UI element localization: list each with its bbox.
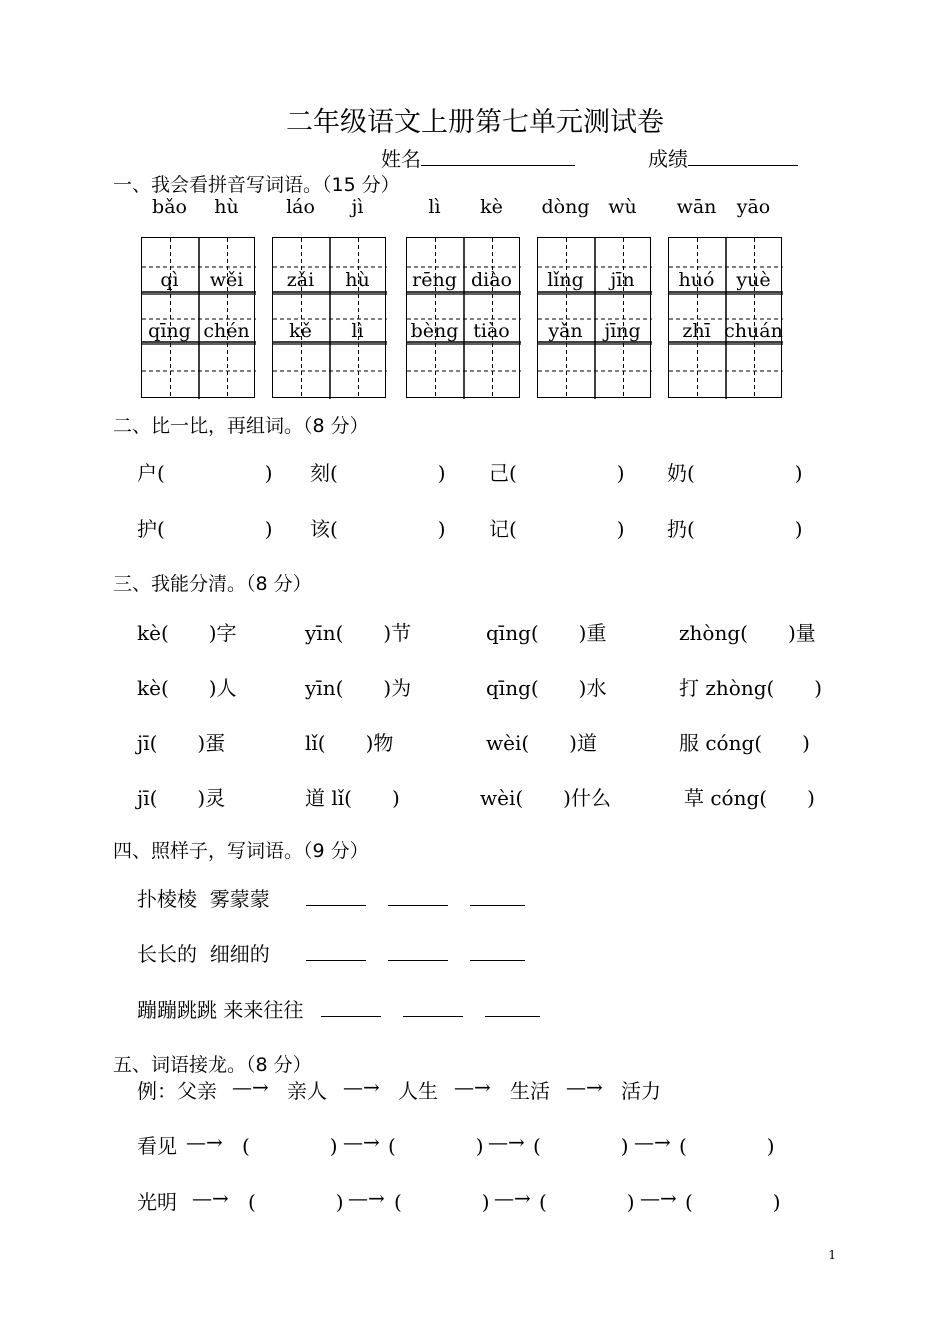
- example-word: 蹦蹦跳跳: [137, 998, 217, 1022]
- chain-blank[interactable]: ( ): [685, 1190, 781, 1214]
- pinyin-label: yuè: [736, 269, 771, 291]
- compare-item[interactable]: 扔( ): [667, 517, 803, 541]
- chain-blank[interactable]: ( ): [248, 1190, 344, 1214]
- arrow-icon: —→: [634, 1130, 671, 1154]
- chain-blank[interactable]: ( ): [533, 1134, 629, 1158]
- distinguish-item[interactable]: jī( )蛋: [137, 731, 226, 755]
- distinguish-item[interactable]: qīng( )重: [486, 621, 607, 645]
- distinguish-item[interactable]: zhòng( )量: [679, 621, 816, 645]
- compare-item[interactable]: 己( ): [489, 461, 625, 485]
- pinyin-label: qīng: [148, 320, 191, 342]
- chain-word: 看见: [137, 1134, 177, 1158]
- example-word: 长长的: [137, 942, 197, 966]
- arrow-icon: —→: [454, 1075, 491, 1099]
- chain-blank[interactable]: ( ): [242, 1134, 338, 1158]
- compare-item[interactable]: 该( ): [310, 517, 446, 541]
- chain-word: 人生: [398, 1079, 438, 1103]
- arrow-icon: —→: [232, 1075, 269, 1099]
- pinyin-label: yǎn: [548, 320, 583, 342]
- pinyin-label: huó: [678, 269, 715, 291]
- compare-item[interactable]: 记( ): [489, 517, 625, 541]
- section-5-heading: 五、词语接龙。（8 分）: [113, 1054, 312, 1076]
- pinyin-label: láo: [286, 196, 315, 218]
- arrow-icon: —→: [488, 1130, 525, 1154]
- distinguish-item[interactable]: 草 cóng( ): [684, 786, 815, 810]
- distinguish-item[interactable]: lǐ( )物: [305, 731, 394, 755]
- pinyin-label: kè: [480, 196, 503, 218]
- arrow-icon: —→: [343, 1075, 380, 1099]
- arrow-icon: —→: [186, 1130, 223, 1154]
- writing-grid-box[interactable]: [272, 237, 386, 398]
- chain-word: 活力: [621, 1079, 661, 1103]
- pinyin-label: qì: [160, 269, 179, 291]
- arrow-icon: —→: [343, 1130, 380, 1154]
- answer-blank[interactable]: [321, 996, 381, 1017]
- pinyin-label: wù: [608, 196, 637, 218]
- pinyin-label: wān: [676, 196, 717, 218]
- distinguish-item[interactable]: 打 zhòng( ): [679, 676, 823, 700]
- distinguish-item[interactable]: kè( )字: [137, 621, 237, 645]
- section-3-heading: 三、我能分清。（8 分）: [113, 573, 312, 595]
- answer-blank[interactable]: [306, 885, 366, 906]
- answer-blank[interactable]: [470, 885, 525, 906]
- example-word: 细细的: [209, 942, 270, 966]
- writing-grid-box[interactable]: [406, 237, 520, 398]
- distinguish-item[interactable]: wèi( )什么: [480, 786, 611, 810]
- pinyin-label: chén: [203, 320, 250, 342]
- pinyin-label: dòng: [541, 196, 590, 218]
- pinyin-label: lǐng: [547, 269, 584, 291]
- example-word: 来来往往: [223, 998, 304, 1022]
- page-title: 二年级语文上册第七单元测试卷: [286, 107, 664, 138]
- section-2-heading: 二、比一比，再组词。（8 分）: [113, 415, 369, 437]
- distinguish-item[interactable]: kè( )人: [137, 676, 237, 700]
- pinyin-label: zhī: [682, 320, 711, 342]
- chain-word: 生活: [510, 1079, 550, 1103]
- pinyin-label: hù: [214, 196, 239, 218]
- distinguish-item[interactable]: qīng( )水: [486, 676, 607, 700]
- arrow-icon: —→: [192, 1186, 229, 1210]
- score-label: 成绩: [648, 147, 688, 171]
- arrow-icon: —→: [566, 1075, 603, 1099]
- example-row: [137, 883, 547, 912]
- writing-grid-box[interactable]: [537, 237, 651, 398]
- pinyin-label: chuán: [724, 320, 783, 342]
- page-number: 1: [828, 1248, 836, 1262]
- pinyin-label: jīn: [610, 269, 635, 291]
- chain-blank[interactable]: ( ): [679, 1134, 775, 1158]
- arrow-icon: —→: [494, 1186, 531, 1210]
- chain-blank[interactable]: ( ): [539, 1190, 635, 1214]
- pinyin-label: wěi: [209, 269, 244, 291]
- pinyin-label: tiào: [473, 320, 510, 342]
- writing-grid-box[interactable]: [668, 237, 782, 398]
- distinguish-item[interactable]: 服 cóng( ): [679, 731, 810, 755]
- answer-blank[interactable]: [388, 940, 448, 961]
- pinyin-label: zǎi: [286, 269, 315, 291]
- example-word: 雾蒙蒙: [209, 887, 270, 911]
- pinyin-label: bǎo: [152, 196, 187, 218]
- example-row: [137, 938, 547, 967]
- distinguish-item[interactable]: wèi( )道: [486, 731, 597, 755]
- pinyin-label: hù: [345, 269, 370, 291]
- compare-item[interactable]: 护( ): [137, 517, 273, 541]
- answer-blank[interactable]: [403, 996, 463, 1017]
- chain-word: 例：父亲: [137, 1079, 217, 1103]
- score-field[interactable]: [648, 143, 798, 172]
- compare-item[interactable]: 奶( ): [667, 461, 803, 485]
- pinyin-label: jì: [351, 196, 364, 218]
- pinyin-label: jīng: [604, 320, 641, 342]
- section-4-heading: 四、照样子，写词语。（9 分）: [113, 840, 369, 862]
- pinyin-label: diào: [470, 269, 512, 291]
- name-field[interactable]: [381, 143, 575, 172]
- answer-blank[interactable]: [306, 940, 366, 961]
- compare-item[interactable]: 刻( ): [310, 461, 446, 485]
- distinguish-item[interactable]: jī( )灵: [137, 786, 226, 810]
- section-1-heading: 一、我会看拼音写词语。（15 分）: [113, 174, 400, 196]
- example-word: 扑棱棱: [137, 887, 197, 911]
- chain-word: 光明: [137, 1190, 177, 1214]
- pinyin-label: lì: [428, 196, 441, 218]
- pinyin-label: kě: [289, 320, 312, 342]
- compare-item[interactable]: 户( ): [137, 461, 273, 485]
- answer-blank[interactable]: [388, 885, 448, 906]
- example-row: [137, 994, 562, 1023]
- chain-blank[interactable]: ( ): [394, 1190, 490, 1214]
- distinguish-item[interactable]: yīn( )节: [305, 621, 412, 645]
- arrow-icon: —→: [640, 1186, 677, 1210]
- pinyin-label: lì: [351, 320, 364, 342]
- pinyin-label: rēng: [412, 269, 457, 291]
- answer-blank[interactable]: [470, 940, 525, 961]
- answer-blank[interactable]: [485, 996, 540, 1017]
- writing-grid-box[interactable]: [141, 237, 255, 398]
- arrow-icon: —→: [348, 1186, 385, 1210]
- distinguish-item[interactable]: yīn( )为: [305, 676, 412, 700]
- pinyin-label: bèng: [410, 320, 459, 342]
- distinguish-item[interactable]: 道 lǐ( ): [305, 786, 400, 810]
- chain-word: 亲人: [287, 1079, 327, 1103]
- chain-blank[interactable]: ( ): [388, 1134, 484, 1158]
- name-label: 姓名: [381, 147, 421, 171]
- pinyin-label: yāo: [736, 196, 771, 218]
